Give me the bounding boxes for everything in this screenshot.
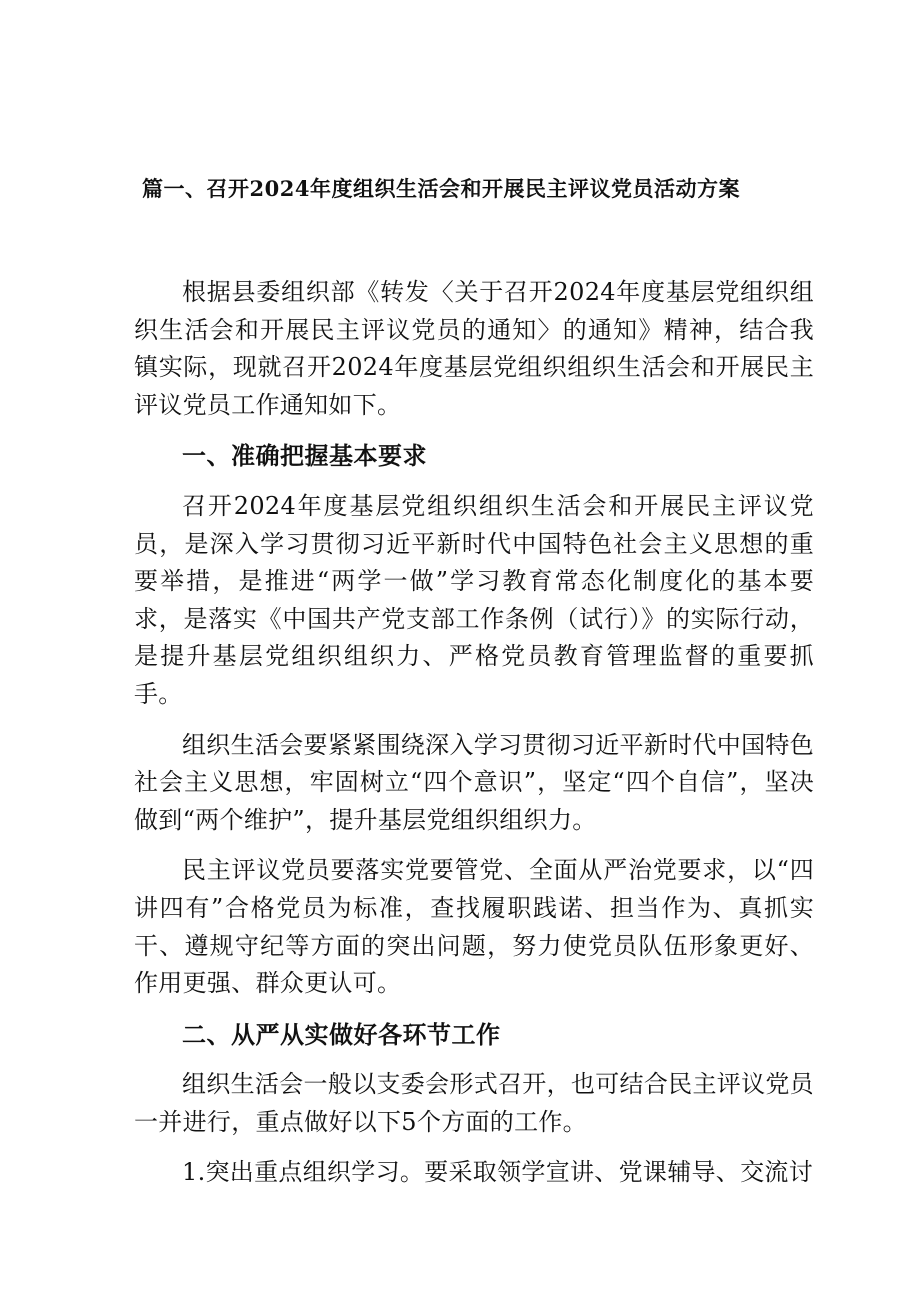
intro-paragraph: 根据县委组织部《转发〈关于召开2024年度基层党组织组织生活会和开展民主评议党员的通知〉的通知》精神，结合我镇实际，现就召开2024年度基层党组织组织生活会和开展民主评议党员工作通知如下。: [134, 278, 814, 419]
document-title: 篇一、召开2024年度组织生活会和开展民主评议党员活动方案: [142, 176, 740, 201]
section-1-heading: 一、准确把握基本要求: [182, 441, 427, 471]
section-1-paragraph-2: 组织生活会要紧紧围绕深入学习贯彻习近平新时代中国特色社会主义思想，牢固树立“四个意识”，坚定“四个自信”，坚决做到“两个维护”，提升基层党组织组织力。: [134, 730, 814, 834]
section-2-heading: 二、从严从实做好各环节工作: [182, 1019, 501, 1049]
section-1-paragraph-1: 召开2024年度基层党组织组织生活会和开展民主评议党员，是深入学习贯彻习近平新时代中国特色社会主义思想的重要举措，是推进“两学一做”学习教育常态化制度化的基本要求，是落实《中国共产党支部工作条例（试行）》的实际行动，是提升基层党组织组织力、严格党员教育管理监督的重要抓手。: [134, 491, 814, 708]
section-2-paragraph-1: 组织生活会一般以支委会形式召开，也可结合民主评议党员一并进行，重点做好以下5个方面的工作。: [134, 1070, 814, 1136]
section-2-paragraph-2: 1.突出重点组织学习。要采取领学宣讲、党课辅导、交流讨: [182, 1158, 813, 1187]
section-1-paragraph-3: 民主评议党员要落实党要管党、全面从严治党要求，以“四讲四有”合格党员为标准，查找履职践诺、担当作为、真抓实干、遵规守纪等方面的突出问题，努力使党员队伍形象更好、作用更强、群众更认可。: [134, 856, 814, 998]
document-body: [134, 274, 814, 1192]
